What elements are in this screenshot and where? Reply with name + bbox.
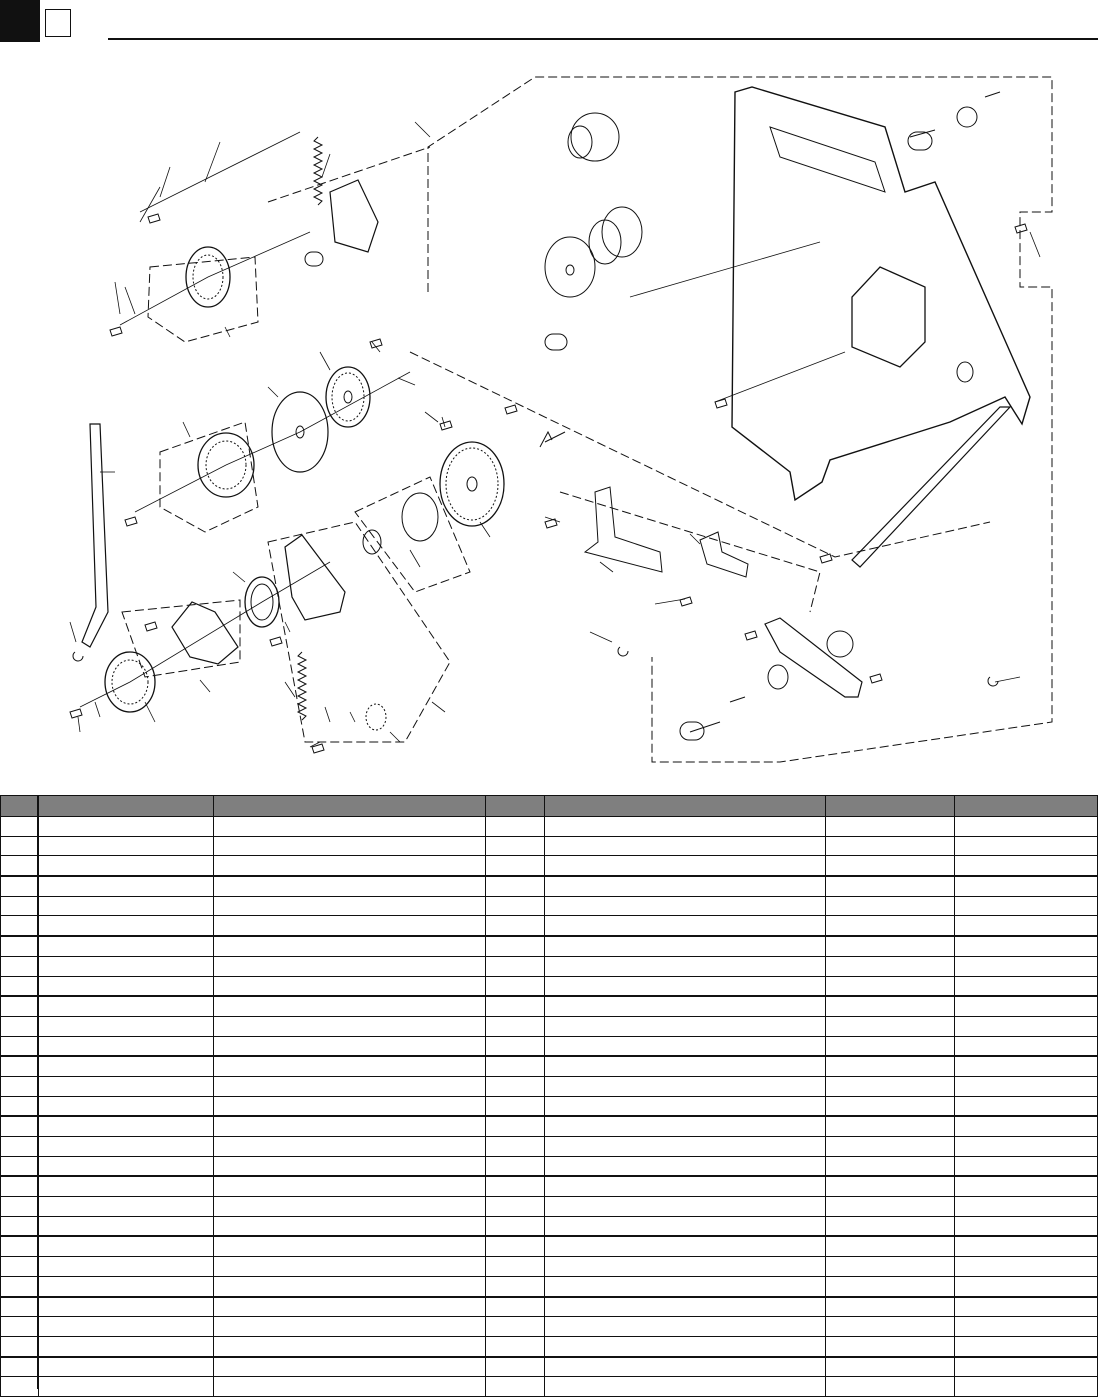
- table-row: [1, 1096, 1098, 1116]
- table-cell: [955, 1336, 1098, 1356]
- table-cell: [826, 936, 955, 956]
- table-cell: [1, 1276, 39, 1296]
- table-cell: [826, 916, 955, 936]
- table-row: [1, 1257, 1098, 1277]
- collar-small: [363, 530, 381, 554]
- table-cell: [826, 1197, 955, 1217]
- table-cell: [826, 1276, 955, 1296]
- table-cell: [955, 1076, 1098, 1096]
- table-cell: [545, 836, 826, 856]
- table-cell: [39, 1336, 214, 1356]
- table-cell: [214, 996, 486, 1016]
- table-row: [1, 996, 1098, 1016]
- e-ring-left: [73, 652, 83, 661]
- small-bracket: [700, 532, 748, 577]
- table-cell: [486, 916, 545, 936]
- col-header-qty: [486, 796, 545, 817]
- table-cell: [486, 1016, 545, 1036]
- table-cell: [955, 1156, 1098, 1176]
- table-cell: [826, 1016, 955, 1036]
- table-cell: [39, 916, 214, 936]
- table-cell: [545, 1156, 826, 1176]
- table-cell: [486, 956, 545, 976]
- table-cell: [214, 1216, 486, 1236]
- table-cell: [1, 1197, 39, 1217]
- table-cell: [39, 956, 214, 976]
- table-cell: [545, 1236, 826, 1256]
- table-cell: [955, 1116, 1098, 1136]
- table-cell: [826, 817, 955, 837]
- table-cell: [39, 1377, 214, 1397]
- table-cell: [1, 1297, 39, 1317]
- col-header-description: [214, 796, 486, 817]
- table-cell: [826, 1216, 955, 1236]
- link-plate: [765, 618, 862, 697]
- leader-lines: [70, 122, 1040, 747]
- table-cell: [1, 1357, 39, 1377]
- table-cell: [955, 817, 1098, 837]
- pulley-disc-hole: [566, 265, 574, 275]
- table-cell: [39, 1076, 214, 1096]
- table-cell: [545, 936, 826, 956]
- table-cell: [214, 817, 486, 837]
- frame-hole: [957, 362, 973, 382]
- table-cell: [545, 916, 826, 936]
- table-cell: [545, 1216, 826, 1236]
- gear-small-lower: [366, 704, 386, 730]
- table-cell: [545, 1016, 826, 1036]
- section-letter-box: [45, 9, 71, 37]
- guide-bracket: [585, 487, 662, 572]
- table-row: [1, 1156, 1098, 1176]
- table-cell: [39, 1297, 214, 1317]
- table-cell: [39, 1016, 214, 1036]
- table-cell: [486, 896, 545, 916]
- table-cell: [826, 836, 955, 856]
- table-cell: [955, 1056, 1098, 1076]
- table-cell: [826, 1357, 955, 1377]
- table-cell: [1, 1056, 39, 1076]
- table-cell: [1, 916, 39, 936]
- table-cell: [1, 956, 39, 976]
- col-header-part-no: [39, 796, 214, 817]
- table-cell: [39, 896, 214, 916]
- table-cell: [545, 956, 826, 976]
- table-cell: [955, 936, 1098, 956]
- table-cell: [1, 1156, 39, 1176]
- bushing-upper: [571, 113, 619, 161]
- table-cell: [39, 817, 214, 837]
- table-cell: [955, 1236, 1098, 1256]
- bracket-mid: [285, 535, 345, 620]
- table-cell: [486, 1377, 545, 1397]
- pin-head-left: [545, 334, 567, 350]
- table-row: [1, 1336, 1098, 1356]
- table-cell: [486, 1257, 545, 1277]
- table-cell: [545, 1176, 826, 1196]
- table-cell: [486, 1336, 545, 1356]
- table-cell: [826, 1377, 955, 1397]
- table-cell: [826, 1297, 955, 1317]
- table-cell: [1, 856, 39, 876]
- pulley-double-back: [589, 220, 621, 264]
- table-cell: [826, 1056, 955, 1076]
- table-cell: [1, 1036, 39, 1056]
- table-cell: [214, 856, 486, 876]
- col-header-remarks: [955, 796, 1098, 817]
- table-row: [1, 817, 1098, 837]
- table-cell: [826, 876, 955, 896]
- assembly-outline-main: [122, 77, 1052, 762]
- table-cell: [486, 1297, 545, 1317]
- angled-guide: [852, 407, 1010, 567]
- table-cell: [826, 976, 955, 996]
- table-cell: [545, 856, 826, 876]
- pin-head-mid: [305, 252, 323, 266]
- table-cell: [545, 1076, 826, 1096]
- table-cell: [955, 1297, 1098, 1317]
- table-cell: [39, 856, 214, 876]
- table-cell: [486, 1116, 545, 1136]
- table-cell: [1, 896, 39, 916]
- table-cell: [214, 1197, 486, 1217]
- table-cell: [39, 1137, 214, 1157]
- table-cell: [214, 1257, 486, 1277]
- e-ring-mid: [618, 647, 628, 656]
- table-cell: [955, 976, 1098, 996]
- table-cell: [545, 1336, 826, 1356]
- table-cell: [214, 1377, 486, 1397]
- table-cell: [486, 1236, 545, 1256]
- table-cell: [1, 1317, 39, 1337]
- table-cell: [486, 996, 545, 1016]
- table-cell: [955, 1377, 1098, 1397]
- table-cell: [486, 1276, 545, 1296]
- table-cell: [1, 1216, 39, 1236]
- table-cell: [39, 1257, 214, 1277]
- table-row: [1, 1197, 1098, 1217]
- table-row: [1, 1176, 1098, 1196]
- table-cell: [214, 1276, 486, 1296]
- table-cell: [214, 1176, 486, 1196]
- table-row: [1, 1236, 1098, 1256]
- step-pin-lower: [690, 697, 745, 732]
- table-cell: [486, 936, 545, 956]
- table-cell: [214, 1056, 486, 1076]
- table-cell: [39, 1056, 214, 1076]
- frame-slot: [770, 127, 885, 192]
- washer-upper-right: [957, 107, 977, 127]
- table-cell: [826, 1036, 955, 1056]
- table-cell: [214, 896, 486, 916]
- table-cell: [1, 996, 39, 1016]
- table-cell: [955, 1197, 1098, 1217]
- table-left-rule: [37, 795, 39, 1389]
- stud-shaft-right: [540, 432, 565, 447]
- table-cell: [214, 1036, 486, 1056]
- table-cell: [955, 1216, 1098, 1236]
- table-cell: [826, 956, 955, 976]
- table-cell: [1, 1016, 39, 1036]
- table-cell: [214, 1156, 486, 1176]
- table-cell: [1, 1257, 39, 1277]
- table-cell: [955, 1016, 1098, 1036]
- table-cell: [486, 1056, 545, 1076]
- table-cell: [545, 1317, 826, 1337]
- table-cell: [39, 1276, 214, 1296]
- pulley-double: [602, 207, 642, 257]
- table-row: [1, 1116, 1098, 1136]
- table-row: [1, 1377, 1098, 1397]
- table-cell: [486, 976, 545, 996]
- table-row: [1, 896, 1098, 916]
- table-cell: [486, 1137, 545, 1157]
- table-cell: [1, 817, 39, 837]
- table-cell: [486, 817, 545, 837]
- table-cell: [214, 916, 486, 936]
- table-cell: [1, 876, 39, 896]
- table-cell: [214, 1076, 486, 1096]
- table-cell: [1, 1137, 39, 1157]
- table-row: [1, 876, 1098, 896]
- spring-upper: [314, 137, 322, 205]
- table-cell: [1, 976, 39, 996]
- parts-table-body: [1, 817, 1098, 1397]
- table-cell: [214, 1016, 486, 1036]
- table-cell: [955, 1096, 1098, 1116]
- table-cell: [826, 896, 955, 916]
- table-row: [1, 1016, 1098, 1036]
- table-cell: [39, 936, 214, 956]
- table-cell: [1, 1076, 39, 1096]
- table-cell: [39, 1176, 214, 1196]
- table-row: [1, 1137, 1098, 1157]
- table-cell: [39, 1156, 214, 1176]
- table-cell: [486, 1357, 545, 1377]
- table-cell: [486, 1197, 545, 1217]
- table-cell: [1, 1236, 39, 1256]
- table-cell: [1, 1096, 39, 1116]
- gear-large-right: [440, 442, 504, 526]
- table-cell: [955, 856, 1098, 876]
- table-cell: [955, 1357, 1098, 1377]
- table-cell: [955, 1176, 1098, 1196]
- table-cell: [39, 1197, 214, 1217]
- table-row: [1, 1076, 1098, 1096]
- frame-hexagon-cutout: [852, 267, 925, 367]
- table-cell: [826, 1236, 955, 1256]
- table-cell: [955, 876, 1098, 896]
- table-row: [1, 1216, 1098, 1236]
- table-cell: [545, 996, 826, 1016]
- lever-arm: [82, 424, 108, 647]
- table-cell: [486, 836, 545, 856]
- col-header-code: [826, 796, 955, 817]
- table-cell: [545, 1056, 826, 1076]
- table-cell: [545, 1257, 826, 1277]
- table-cell: [826, 1336, 955, 1356]
- table-cell: [39, 1036, 214, 1056]
- flange-bushing: [402, 493, 438, 541]
- parts-table-header: [1, 796, 1098, 817]
- table-cell: [39, 976, 214, 996]
- table-cell: [955, 836, 1098, 856]
- table-cell: [214, 1236, 486, 1256]
- table-cell: [214, 936, 486, 956]
- table-cell: [39, 1317, 214, 1337]
- table-row: [1, 1357, 1098, 1377]
- table-cell: [545, 1137, 826, 1157]
- table-cell: [39, 876, 214, 896]
- table-cell: [486, 1176, 545, 1196]
- table-cell: [1, 1336, 39, 1356]
- table-cell: [955, 996, 1098, 1016]
- table-cell: [545, 1357, 826, 1377]
- side-frame: [732, 87, 1030, 500]
- parts-list-table: [0, 795, 1098, 1397]
- table-cell: [826, 1116, 955, 1136]
- table-cell: [214, 976, 486, 996]
- table-cell: [39, 1357, 214, 1377]
- table-cell: [214, 1137, 486, 1157]
- washer-right: [827, 631, 853, 657]
- table-cell: [826, 1076, 955, 1096]
- table-row: [1, 1276, 1098, 1296]
- table-cell: [214, 1317, 486, 1337]
- table-cell: [214, 1096, 486, 1116]
- table-cell: [826, 1156, 955, 1176]
- table-cell: [486, 1216, 545, 1236]
- table-cell: [39, 836, 214, 856]
- table-cell: [826, 1317, 955, 1337]
- table-cell: [545, 896, 826, 916]
- cam-plate: [172, 602, 238, 664]
- table-cell: [955, 1036, 1098, 1056]
- table-cell: [1, 1377, 39, 1397]
- table-cell: [486, 1096, 545, 1116]
- table-cell: [545, 1036, 826, 1056]
- table-row: [1, 1297, 1098, 1317]
- table-cell: [1, 936, 39, 956]
- table-row: [1, 856, 1098, 876]
- col-header-description-2: [545, 796, 826, 817]
- table-cell: [214, 956, 486, 976]
- table-cell: [955, 1317, 1098, 1337]
- table-cell: [545, 876, 826, 896]
- step-pin-upper-right: [910, 92, 1000, 137]
- exploded-parts-diagram: [0, 52, 1098, 767]
- table-cell: [486, 856, 545, 876]
- table-cell: [826, 1176, 955, 1196]
- title-rule: [108, 38, 1098, 40]
- washer-lower-right: [768, 665, 788, 689]
- table-cell: [955, 1137, 1098, 1157]
- table-cell: [826, 1137, 955, 1157]
- table-row: [1, 1056, 1098, 1076]
- table-cell: [39, 1236, 214, 1256]
- table-cell: [1, 836, 39, 856]
- table-cell: [214, 876, 486, 896]
- table-cell: [545, 1116, 826, 1136]
- table-cell: [545, 1197, 826, 1217]
- table-cell: [545, 976, 826, 996]
- table-cell: [1, 1176, 39, 1196]
- table-cell: [214, 1116, 486, 1136]
- col-header-no: [1, 796, 39, 817]
- table-cell: [486, 1156, 545, 1176]
- table-cell: [39, 996, 214, 1016]
- section-marker-block: [0, 0, 40, 42]
- table-cell: [39, 1096, 214, 1116]
- table-row: [1, 836, 1098, 856]
- table-row: [1, 936, 1098, 956]
- table-cell: [545, 1297, 826, 1317]
- table-row: [1, 1036, 1098, 1056]
- table-cell: [214, 1357, 486, 1377]
- table-cell: [955, 916, 1098, 936]
- table-row: [1, 956, 1098, 976]
- table-cell: [39, 1116, 214, 1136]
- table-cell: [826, 856, 955, 876]
- bracket-upper: [330, 180, 378, 252]
- table-cell: [214, 836, 486, 856]
- table-row: [1, 916, 1098, 936]
- table-cell: [486, 1317, 545, 1337]
- table-cell: [955, 1276, 1098, 1296]
- table-cell: [955, 896, 1098, 916]
- table-cell: [955, 1257, 1098, 1277]
- table-cell: [545, 1377, 826, 1397]
- table-cell: [486, 1036, 545, 1056]
- table-cell: [955, 956, 1098, 976]
- table-row: [1, 976, 1098, 996]
- table-row: [1, 1317, 1098, 1337]
- table-cell: [214, 1336, 486, 1356]
- table-cell: [214, 1297, 486, 1317]
- table-cell: [486, 876, 545, 896]
- table-cell: [826, 996, 955, 1016]
- table-cell: [1, 1116, 39, 1136]
- table-cell: [826, 1257, 955, 1277]
- table-cell: [39, 1216, 214, 1236]
- table-cell: [486, 1076, 545, 1096]
- table-cell: [545, 1096, 826, 1116]
- pulley-disc: [545, 237, 595, 297]
- table-cell: [545, 817, 826, 837]
- table-cell: [826, 1096, 955, 1116]
- table-cell: [545, 1276, 826, 1296]
